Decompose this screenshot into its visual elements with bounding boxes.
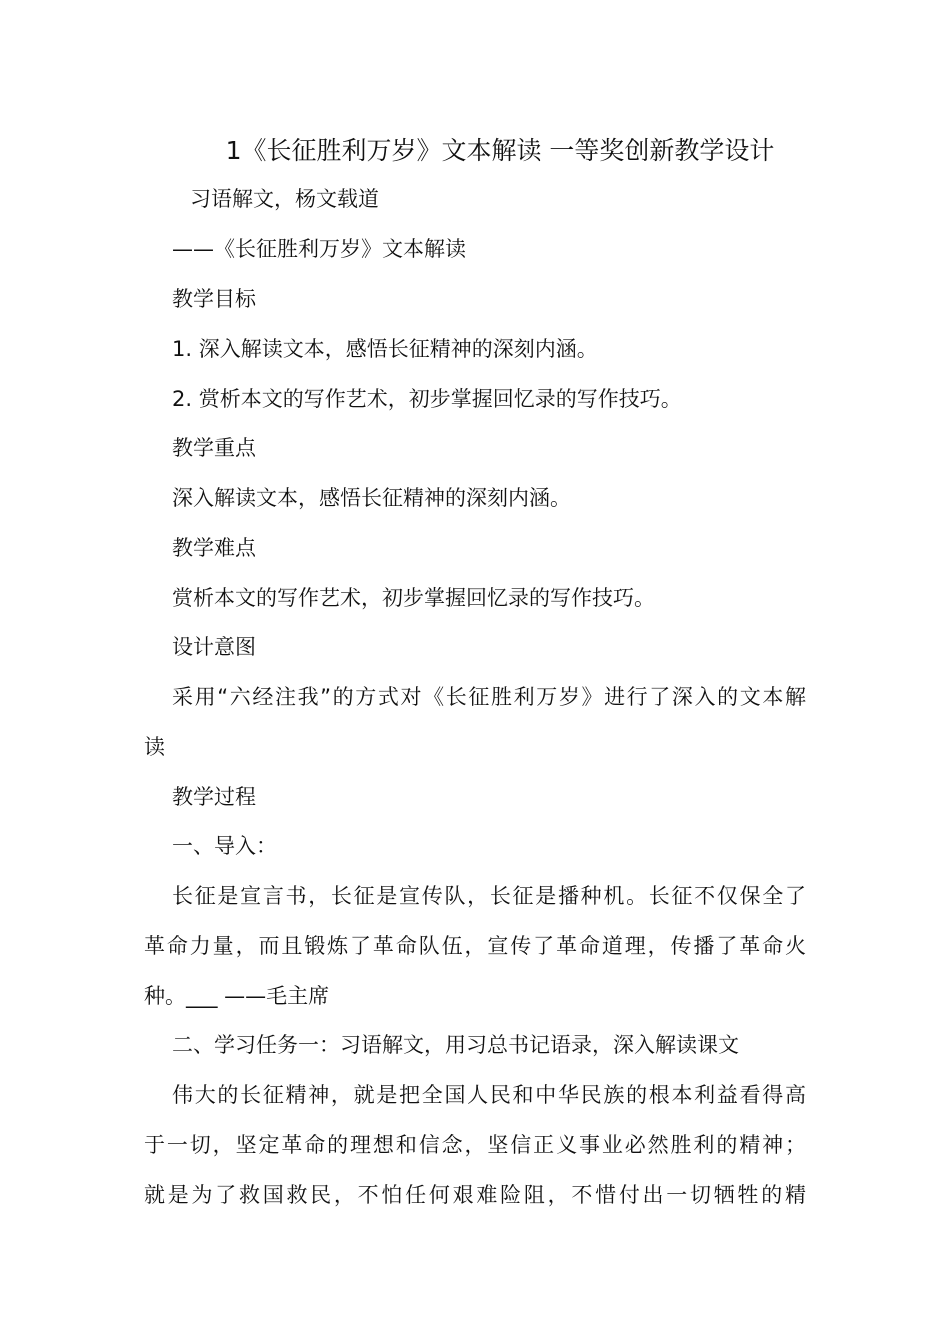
paragraph-line: 2. 赏析本文的写作艺术，初步掌握回忆录的写作技巧。 — [172, 387, 682, 411]
section-heading: 教学难点 — [172, 536, 256, 560]
paragraph-line: 读 — [144, 735, 165, 759]
paragraph-line: 深入解读文本，感悟长征精神的深刻内涵。 — [172, 486, 571, 510]
section-heading: 教学目标 — [172, 287, 256, 311]
section-heading: 设计意图 — [172, 635, 256, 659]
document-title: 1《长征胜利万岁》文本解读 一等奖创新教学设计 — [225, 136, 775, 165]
paragraph-line: 长征是宣言书，长征是宣传队，长征是播种机。长征不仅保全了 — [172, 884, 806, 908]
paragraph-line: 1. 深入解读文本，感悟长征精神的深刻内涵。 — [172, 337, 598, 361]
paragraph-line: 于一切，坚定革命的理想和信念，坚信正义事业必然胜利的精神； — [144, 1133, 806, 1157]
section-heading: 教学重点 — [172, 436, 256, 460]
section-heading: 教学过程 — [172, 785, 256, 809]
subtitle-line: ——《长征胜利万岁》文本解读 — [172, 237, 466, 261]
paragraph-line: 采用“六经注我”的方式对《长征胜利万岁》进行了深入的文本解 — [172, 685, 806, 709]
paragraph-line: 伟大的长征精神，就是把全国人民和中华民族的根本利益看得高 — [172, 1083, 806, 1107]
paragraph-line: 赏析本文的写作艺术，初步掌握回忆录的写作技巧。 — [172, 586, 655, 610]
paragraph-line: 就是为了救国救民，不怕任何艰难险阻，不惜付出一切牺牲的精 — [144, 1183, 806, 1207]
paragraph-line: 革命力量，而且锻炼了革命队伍，宣传了革命道理，传播了革命火 — [144, 934, 806, 958]
subtitle-line: 习语解文，杨文载道 — [190, 187, 379, 211]
section-heading: 一、导入： — [172, 834, 277, 858]
section-heading: 二、学习任务一：习语解文，用习总书记语录，深入解读课文 — [172, 1033, 739, 1057]
paragraph-line: 种。___ ——毛主席 — [144, 984, 330, 1008]
